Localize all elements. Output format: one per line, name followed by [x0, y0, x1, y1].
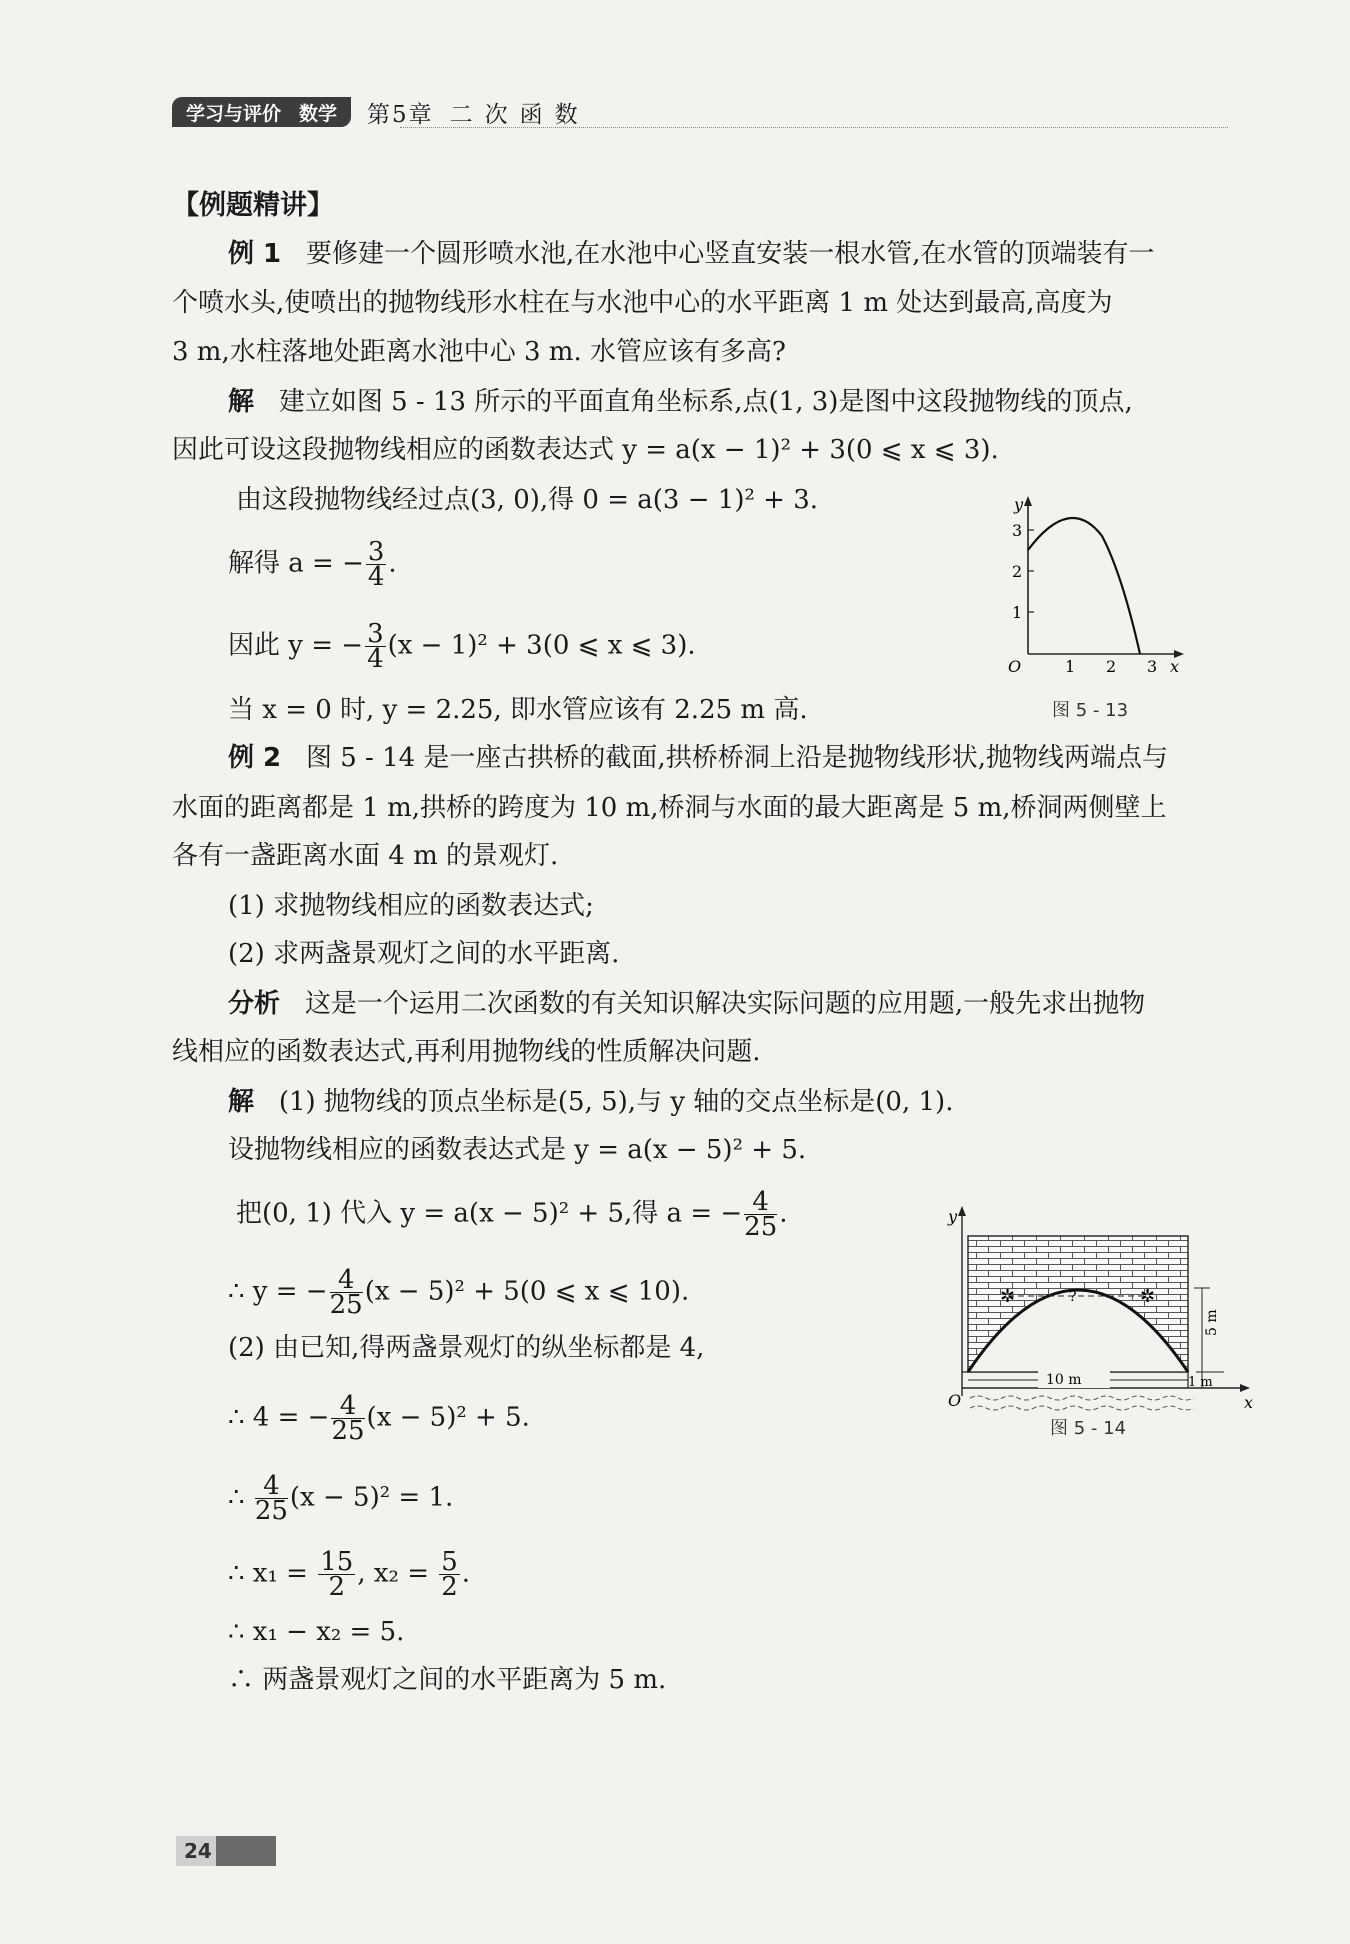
frac-den: 4	[367, 644, 384, 674]
height-label: 5 m	[1204, 1309, 1220, 1336]
frac-num: 4	[255, 1474, 288, 1499]
sol4-suffix: (x − 5)² + 5(0 ⩽ x ⩽ 10).	[364, 1276, 690, 1307]
span-label: 10 m	[1046, 1372, 1082, 1388]
frac-num: 15	[320, 1547, 354, 1577]
frac-num: 4	[744, 1190, 777, 1215]
analysis-label: 分析	[228, 989, 281, 1019]
fraction-4-25	[744, 1187, 778, 1242]
example2-label: 例 2	[228, 743, 282, 773]
figure-5-13-caption: 图 5 - 13	[1052, 700, 1129, 721]
example2-solution-label: 解	[228, 1087, 255, 1117]
sol4-prefix: ∴ y = −	[228, 1276, 328, 1307]
header-book-title: 学习与评价	[186, 102, 282, 125]
sol8-mid: , x₂ =	[357, 1558, 429, 1589]
sol7-suffix: (x − 5)² = 1.	[289, 1482, 454, 1513]
frac-den: 2	[328, 1572, 346, 1602]
fig2-x-label: x	[1244, 1393, 1254, 1412]
figure-5-14	[940, 1198, 1260, 1418]
water-waves	[970, 1396, 1194, 1410]
frac-den: 25	[254, 1496, 288, 1526]
example2-solution-line2: 设抛物线相应的函数表达式是 y = a(x − 5)² + 5.	[228, 1135, 807, 1165]
example2-problem-line2: 水面的距离都是 1 m,拱桥的跨度为 10 m,桥洞与水面的最大距离是 5 m,桥洞两侧壁上	[172, 793, 1167, 823]
sol6-prefix: ∴ 4 = −	[228, 1402, 330, 1433]
example1-label: 例 1	[228, 239, 282, 269]
frac-num: 5	[441, 1547, 458, 1577]
page-header	[172, 96, 590, 128]
example2-solution-line5: (2) 由已知,得两盏景观灯的纵坐标都是 4,	[228, 1333, 705, 1363]
frac-den: 25	[331, 1416, 365, 1446]
example1-solution-line5	[228, 619, 696, 674]
header-chapter	[367, 96, 590, 129]
example2-problem-line3: 各有一盏距离水面 4 m 的景观灯.	[172, 841, 559, 871]
example1-problem-line3: 3 m,水柱落地处距离水池中心 3 m. 水管应该有多高?	[172, 337, 786, 367]
lamp-question-mark: ?	[1069, 1289, 1077, 1305]
page-number: 24	[176, 1836, 276, 1866]
fig1-y-tick-3: 3	[1012, 521, 1023, 540]
example2-problem-line1	[228, 740, 1168, 776]
example2-solution-line4	[228, 1265, 690, 1320]
y-axis-arrow	[1024, 496, 1032, 506]
example1-text1: 要修建一个圆形喷水池,在水池中心竖直安装一根水管,在水管的顶端装有一	[305, 239, 1155, 269]
example1-solution-line1	[228, 384, 1133, 420]
header-divider	[400, 127, 1228, 128]
frac-num: 4	[331, 1394, 364, 1419]
fig2-origin: O	[948, 1391, 962, 1410]
example1-problem-line1	[228, 236, 1154, 272]
fig1-y-tick-1: 1	[1012, 603, 1023, 622]
analysis-text1: 这是一个运用二次函数的有关知识解决实际问题的应用题,一般先求出抛物	[304, 989, 1146, 1019]
example2-sol-text1: (1) 抛物线的顶点坐标是(5, 5),与 y 轴的交点坐标是(0, 1).	[278, 1087, 954, 1117]
chapter-number: 第5章	[367, 101, 434, 128]
example2-solution-line10: ∴ 两盏景观灯之间的水平距离为 5 m.	[228, 1665, 667, 1695]
example2-question1: (1) 求抛物线相应的函数表达式;	[228, 891, 594, 921]
lamp-left-icon: ✲	[1000, 1286, 1016, 1307]
example2-solution-line8: ∴ x₁ = $\frac{15}{2}$ , x₂ = $\frac{5}{2}$ .	[228, 1547, 471, 1602]
frac-den: 2	[441, 1572, 458, 1602]
frac-den: 4	[367, 562, 385, 592]
lamp-right-icon: ✲	[1140, 1286, 1156, 1307]
fig1-x-tick-2: 2	[1106, 657, 1117, 676]
example2-question2: (2) 求两盏景观灯之间的水平距离.	[228, 939, 620, 969]
example1-solution-line3: 由这段抛物线经过点(3, 0),得 0 = a(3 − 1)² + 3.	[236, 485, 819, 515]
fraction-4-25d	[254, 1471, 288, 1526]
fig1-y-label: y	[1014, 495, 1024, 514]
example1-solution-label: 解	[228, 387, 255, 417]
figure-5-13	[990, 494, 1190, 694]
header-subject: 数学	[299, 102, 338, 125]
fig2-x-arrow	[1240, 1384, 1250, 1392]
frac-den: 25	[744, 1212, 778, 1242]
fig1-x-tick-3: 3	[1147, 657, 1158, 676]
fraction-3-4	[366, 537, 387, 592]
example1-solution-line6: 当 x = 0 时, y = 2.25, 即水管应该有 2.25 m 高.	[228, 695, 808, 725]
example1-sol-text1: 建立如图 5 - 13 所示的平面直角坐标系,点(1, 3)是图中这段抛物线的顶点,	[278, 387, 1133, 417]
sol3-prefix: 把(0, 1) 代入 y = a(x − 5)² + 5,得 a = −	[236, 1198, 743, 1229]
example1-problem-line2: 个喷水头,使喷出的抛物线形水柱在与水池中心的水平距离 1 m 处达到最高,高度为	[172, 288, 1113, 318]
sol8-prefix: ∴ x₁ =	[228, 1558, 308, 1589]
fraction-x2	[439, 1547, 460, 1602]
fraction-4-25b	[329, 1265, 363, 1320]
fig2-y-arrow	[958, 1206, 966, 1216]
fig1-x-tick-1: 1	[1065, 657, 1076, 676]
fraction-3-4b	[365, 619, 386, 674]
fig1-origin: O	[1008, 657, 1022, 676]
frac-num: 4	[330, 1268, 363, 1293]
chapter-topic: 二次函数	[449, 101, 590, 128]
example2-solution-line3: 把(0, 1) 代入 y = a(x − 5)² + 5,得 a = − $\frac{4}{25}$ .	[236, 1187, 788, 1242]
fig1-y-tick-2: 2	[1012, 562, 1023, 581]
example2-solution-line7	[228, 1471, 454, 1526]
sol5-prefix: 因此 y = −	[228, 630, 364, 661]
example2-solution-line6	[228, 1391, 530, 1446]
sol7-prefix: ∴	[228, 1482, 245, 1513]
section-title: 【例题精讲】	[172, 190, 334, 221]
frac-den: 25	[329, 1290, 363, 1320]
header-badge	[172, 97, 351, 127]
sol4-prefix: 解得 a = −	[228, 548, 364, 579]
example1-solution-line2: 因此可设这段抛物线相应的函数表达式 y = a(x − 1)² + 3(0 ⩽ x ⩽ 3).	[172, 435, 999, 465]
sol5-suffix: (x − 1)² + 3(0 ⩽ x ⩽ 3).	[387, 630, 696, 661]
parabola-curve	[1028, 518, 1140, 654]
fig1-x-label: x	[1170, 657, 1180, 676]
example2-text1: 图 5 - 14 是一座古拱桥的截面,拱桥桥洞上沿是抛物线形状,抛物线两端点与	[305, 743, 1168, 773]
example2-solution-line1	[228, 1084, 953, 1120]
example2-solution-line9: ∴ x₁ − x₂ = 5.	[228, 1617, 405, 1647]
frac-num: 3	[367, 619, 384, 649]
sol6-suffix: (x − 5)² + 5.	[366, 1402, 530, 1433]
fraction-x1	[318, 1547, 355, 1602]
example1-solution-line4: 解得 a = − $\frac{3}{4}$ .	[228, 537, 397, 592]
example2-analysis-line2: 线相应的函数表达式,再利用抛物线的性质解决问题.	[172, 1037, 761, 1067]
frac-num: 3	[367, 537, 385, 567]
fig2-y-label: y	[948, 1207, 958, 1226]
base-label: 1 m	[1188, 1375, 1213, 1390]
example2-analysis-line1	[228, 986, 1145, 1022]
fraction-4-25c	[331, 1391, 365, 1446]
figure-5-14-caption: 图 5 - 14	[1050, 1418, 1127, 1439]
